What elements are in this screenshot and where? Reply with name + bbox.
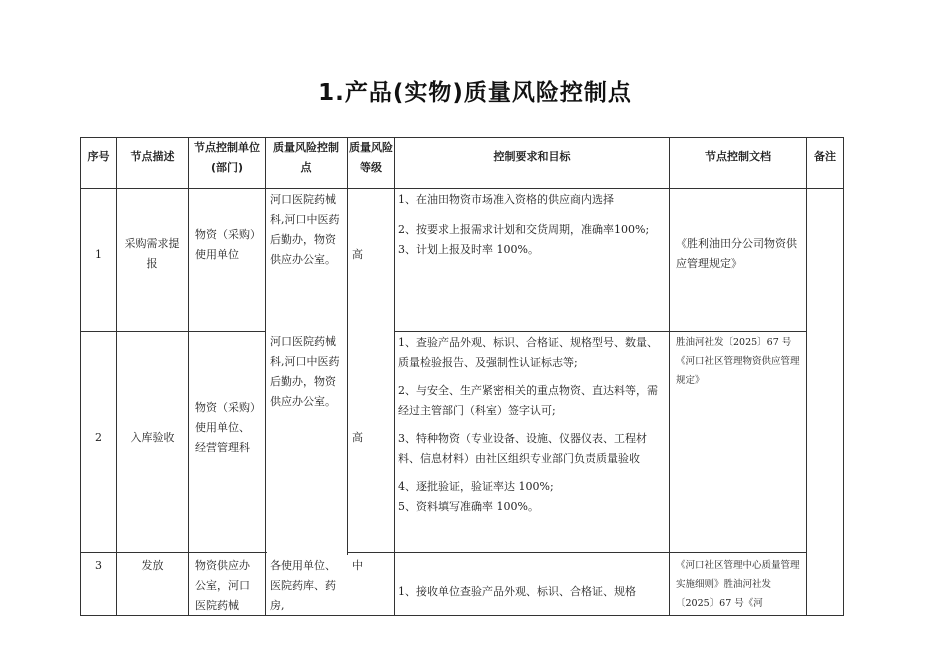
row3-control-unit: 物资供应办公室，河口医院药械 [195,559,250,612]
page-title: 1.产品(实物)质量风险控制点 [318,80,632,106]
header-risk-point: 质量风险控制点 [273,141,339,174]
col-line-6 [669,137,670,616]
col-line-8 [843,137,844,616]
row-divider-2-left [80,552,267,553]
header-divider [80,188,844,189]
row2-control-unit: 物资（采购）使用单位、经营管理科 [195,401,256,454]
row1-node-desc: 采购需求提报 [124,237,180,270]
row3-seq: 3 [95,559,102,572]
row2-node-desc: 入库验收 [130,431,175,444]
col-line-5 [394,137,395,616]
header-docs: 节点控制文档 [705,150,771,163]
row2-docs: 胜油河社发〔2025〕67 号《河口社区管理物资供应管理规定》 [676,337,800,386]
col-line-7 [806,137,807,616]
row2-req-3: 3、特种物资（专业设备、设施、仪器仪表、工程材料、信息材料）由社区组织专业部门负责质量验收 [398,432,647,465]
row1-control-unit: 物资（采购）使用单位 [195,228,256,261]
row1-req-1: 1、在油田物资市场准入资格的供应商内选择 [398,193,614,206]
row2-req-2: 2、与安全、生产紧密相关的重点物资、直达料等，需经过主管部门（科室）签字认可; [398,384,658,417]
row-divider-left [80,331,265,332]
header-node-desc: 节点描述 [130,150,175,163]
row2-requirements [398,333,666,517]
row3-risk-level: 中 [352,559,363,572]
row3-requirements [398,582,666,602]
row3-risk-point: 各使用单位、医院药库、药房, [270,559,336,612]
col-line-4 [347,137,348,555]
row1-req-2: 2、按要求上报需求计划和交货周期，准确率100%; [398,223,650,236]
row-divider-2-right [347,552,807,553]
col-line-0 [80,137,81,616]
row2-risk-point: 河口医院药械科,河口中医药后勤办，物资供应办公室。 [270,335,340,408]
row3-node-desc: 发放 [141,559,164,572]
header-risk-level: 质量风险等级 [349,141,393,174]
header-requirements: 控制要求和目标 [493,150,571,163]
row1-docs: 《胜利油田分公司物资供应管理规定》 [676,237,797,270]
row-divider-right [394,331,806,332]
row2-req-4: 4、逐批验证，验证率达 100%; [398,480,554,493]
header-control-unit: 节点控制单位(部门) [194,141,260,174]
col-line-2 [188,137,189,616]
header-seq: 序号 [87,150,110,163]
row1-seq: 1 [95,248,102,261]
row3-docs: 《河口社区管理中心质量管理实施细则》胜油河社发〔2025〕67 号《河 [676,560,800,609]
row2-req-5: 5、资料填写准确率 100%。 [398,500,539,513]
col-line-3 [265,137,266,616]
row1-risk-point: 河口医院药械科,河口中医药后勤办，物资供应办公室。 [270,193,340,266]
col-line-1 [116,137,117,616]
header-remarks: 备注 [814,150,836,163]
row2-seq: 2 [95,431,102,444]
row2-risk-level: 高 [352,431,363,444]
row1-req-3: 3、计划上报及时率 100%。 [398,243,539,256]
row2-req-1: 1、查验产品外观、标识、合格证、规格型号、数量、质量检验报告、及强制性认证标志等; [398,336,658,369]
row1-risk-level: 高 [352,248,363,261]
row3-req-1: 1、接收单位查验产品外观、标识、合格证、规格 [398,585,636,598]
row1-requirements [398,190,664,260]
